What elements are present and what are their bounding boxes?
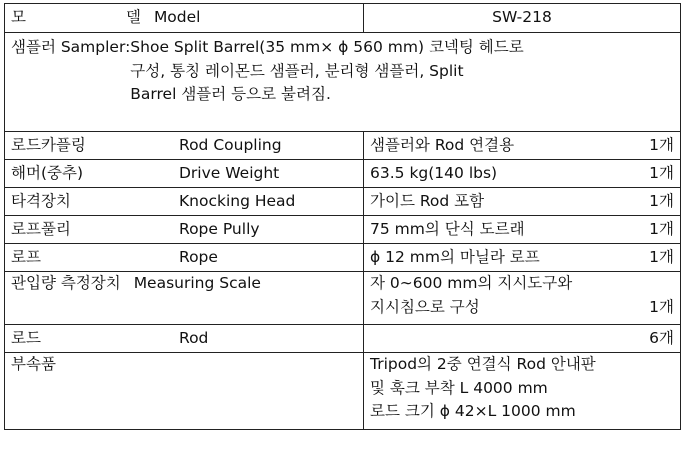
spec-value: 샘플러와 Rod 연결용: [370, 136, 515, 154]
measuring-scale-row: [5, 272, 681, 325]
measuring-value-cell: [364, 272, 681, 325]
measuring-line-1: 자 0∼600 mm의 지시도구와: [370, 274, 573, 292]
rod-label-en: Rod: [179, 329, 209, 347]
accessories-label-ko: 부속품: [11, 355, 56, 373]
spec-qty: 1개: [649, 136, 674, 154]
spec-label-en: Drive Weight: [179, 164, 280, 182]
spec-value-cell: [364, 216, 681, 244]
rod-label-cell: [5, 325, 364, 353]
spec-value-cell: [364, 188, 681, 216]
accessories-line-1: Tripod의 2중 연결식 Rod 안내판: [370, 355, 596, 373]
spec-label-ko: 해머(중추): [11, 164, 83, 182]
sampler-description-cell: [5, 33, 681, 132]
measuring-label-ko: 관입량 측정장치: [11, 274, 121, 292]
spec-row: [5, 244, 681, 272]
spec-value-cell: [364, 132, 681, 160]
measuring-line-2: 지시침으로 구성: [370, 297, 480, 316]
rod-qty: 6개: [649, 329, 674, 347]
spec-row: [5, 132, 681, 160]
sampler-line-3: Barrel 샘플러 등으로 불려짐.: [130, 85, 331, 103]
spec-label-ko: 타격장치: [11, 192, 71, 210]
sampler-line-1: Shoe Split Barrel(35 mm× ϕ 560 mm) 코넥팅 헤드로: [130, 38, 524, 56]
spec-label-cell: [5, 244, 364, 272]
spec-label-en: Rod Coupling: [179, 136, 282, 154]
spec-value: ϕ 12 mm의 마닐라 로프: [370, 248, 540, 266]
spec-value: 63.5 kg(140 lbs): [370, 164, 498, 182]
spec-label-ko: 로드카플링: [11, 136, 86, 154]
accessories-line-3: 로드 크기 ϕ 42×L 1000 mm: [370, 402, 576, 420]
spec-label-cell: [5, 188, 364, 216]
rod-row: [5, 325, 681, 353]
model-label-ko: 모 델: [11, 8, 141, 26]
spec-row: [5, 160, 681, 188]
spec-label-ko: 로프풀리: [11, 220, 71, 238]
sampler-lead: 샘플러 Sampler:: [11, 38, 131, 56]
rod-label-ko: 로드: [11, 329, 41, 347]
spec-label-ko: 로프: [11, 248, 41, 266]
model-label-en: Model: [153, 8, 201, 26]
spec-value: 가이드 Rod 포함: [370, 192, 485, 210]
spec-value: 75 mm의 단식 도르래: [370, 220, 525, 238]
measuring-label-cell: [5, 272, 364, 325]
spec-label-cell: [5, 160, 364, 188]
accessories-line-2: 및 훅크 부착 L 4000 mm: [370, 378, 548, 397]
measuring-label-en: Measuring Scale: [133, 274, 261, 292]
model-value-cell: [364, 4, 681, 33]
sampler-description-row: [5, 33, 681, 132]
accessories-value-cell: [364, 353, 681, 430]
rod-qty-cell: [364, 325, 681, 353]
spec-label-cell: [5, 216, 364, 244]
spec-row: [5, 188, 681, 216]
spec-qty: 1개: [649, 248, 674, 266]
spec-label-en: Rope Pully: [179, 220, 260, 238]
sampler-line-2: 구성, 통칭 레이몬드 샘플러, 분리형 샘플러, Split: [130, 61, 464, 80]
model-row: [5, 4, 681, 33]
measuring-qty: 1개: [649, 297, 674, 316]
model-value: SW-218: [492, 8, 552, 26]
spec-qty: 1개: [649, 220, 674, 238]
spec-value-cell: [364, 244, 681, 272]
spec-row: [5, 216, 681, 244]
spec-label-en: Rope: [179, 248, 218, 266]
spec-value-cell: [364, 160, 681, 188]
spec-label-cell: [5, 132, 364, 160]
accessories-row: [5, 353, 681, 430]
spec-label-en: Knocking Head: [179, 192, 296, 210]
accessories-label-cell: [5, 353, 364, 430]
spec-table: [4, 3, 681, 430]
spec-qty: 1개: [649, 192, 674, 210]
spec-qty: 1개: [649, 164, 674, 182]
model-label-cell: [5, 4, 364, 33]
